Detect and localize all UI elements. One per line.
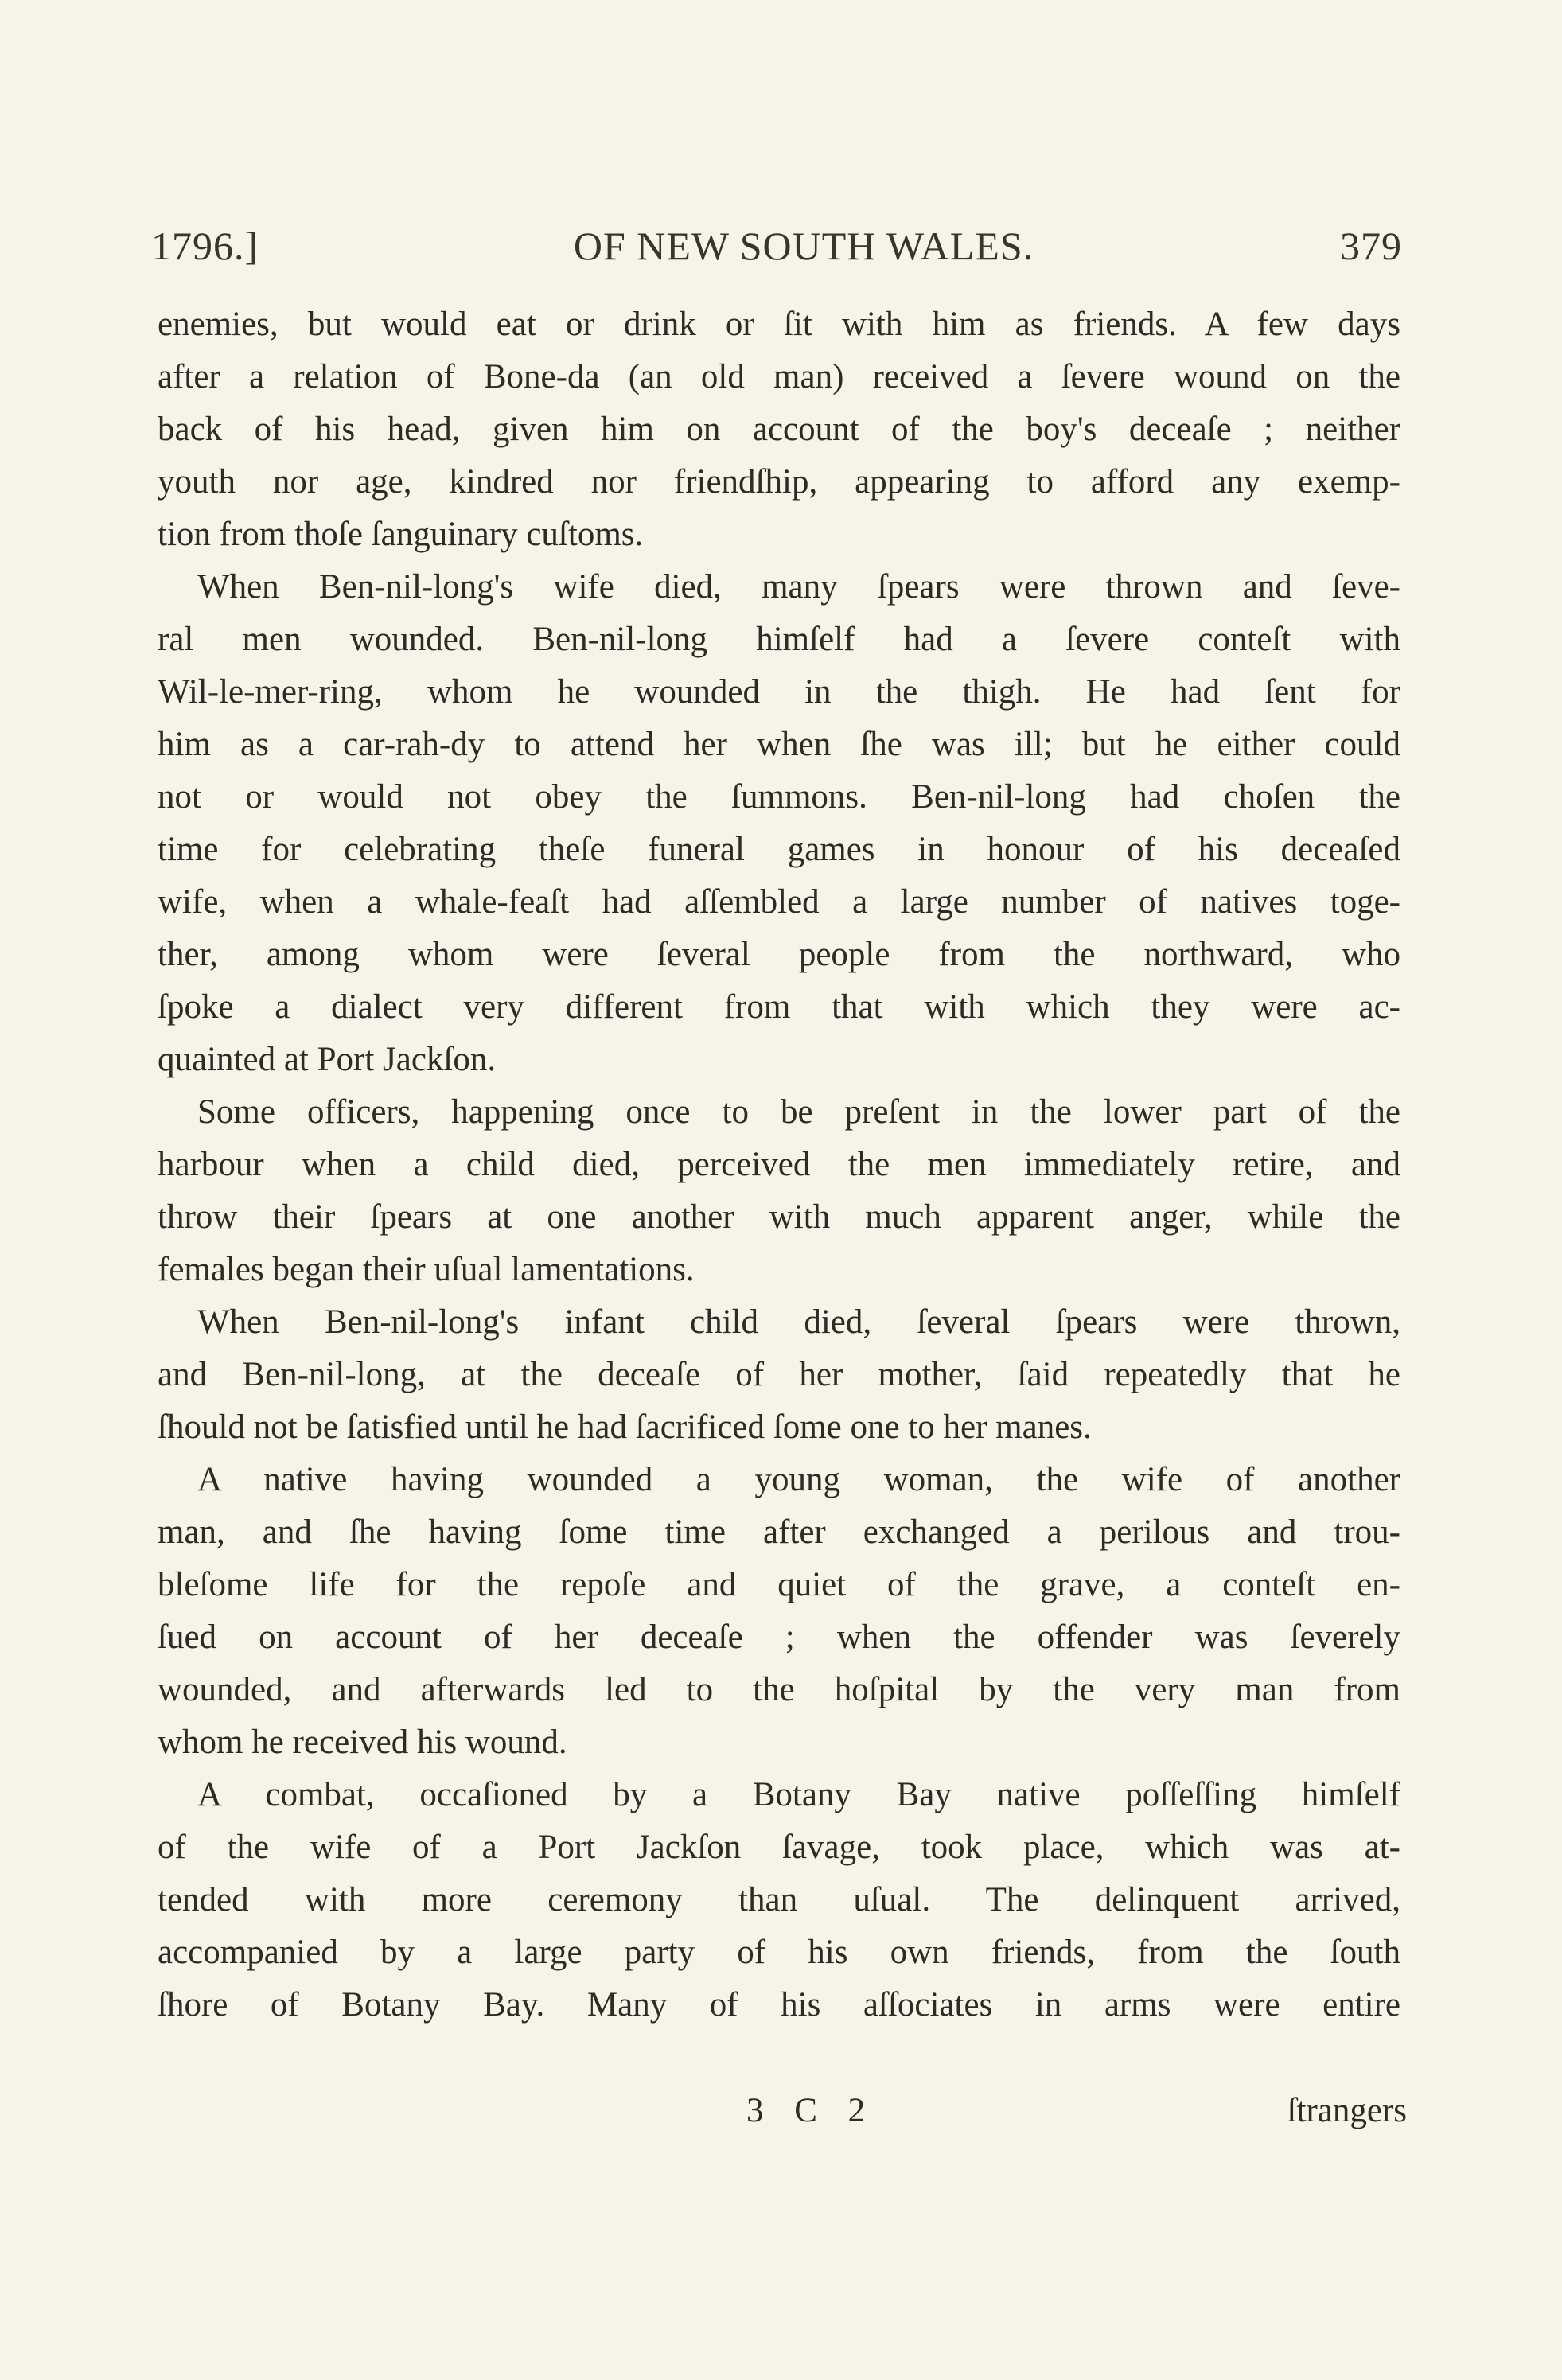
text-line: When Ben-nil-long's infant child died, ſeveral ſpears were thrown, bbox=[197, 1303, 1400, 1341]
text-line: ther, among whom were ſeveral people from the northward, who bbox=[158, 936, 1400, 973]
page-number: 379 bbox=[1340, 224, 1402, 268]
text-line: harbour when a child died, perceived the men immediately retire, and bbox=[158, 1146, 1400, 1183]
text-line: bleſome life for the repoſe and quiet of the grave, a conteſt en- bbox=[158, 1566, 1400, 1603]
catchword: ſtrangers bbox=[1287, 2092, 1407, 2129]
text-line: quainted at Port Jackſon. bbox=[158, 1041, 497, 1078]
body-text bbox=[158, 298, 1400, 2031]
text-line: ral men wounded. Ben-nil-long himſelf had a ſevere conteſt with bbox=[158, 621, 1400, 658]
text-line: accompanied by a large party of his own friends, from the ſouth bbox=[158, 1934, 1400, 1971]
text-line: tion from thoſe ſanguinary cuſtoms. bbox=[158, 516, 644, 553]
text-line: When Ben-nil-long's wife died, many ſpears were thrown and ſeve- bbox=[197, 568, 1400, 606]
text-line: Some officers, happening once to be preſent in the lower part of the bbox=[197, 1093, 1400, 1131]
text-line: after a relation of Bone-da (an old man) received a ſevere wound on the bbox=[158, 358, 1400, 395]
text-line: of the wife of a Port Jackſon ſavage, took place, which was at- bbox=[158, 1829, 1400, 1866]
text-line: A combat, occaſioned by a Botany Bay native poſſeſſing himſelf bbox=[197, 1776, 1400, 1813]
text-line: wounded, and afterwards led to the hoſpital by the very man from bbox=[158, 1671, 1400, 1708]
text-line: A native having wounded a young woman, the wife of another bbox=[197, 1461, 1400, 1498]
text-line: ſpoke a dialect very different from that with which they were ac- bbox=[158, 988, 1400, 1026]
text-line: wife, when a whale-feaſt had aſſembled a large number of natives toge- bbox=[158, 883, 1400, 921]
header-year: 1796.] bbox=[151, 224, 259, 268]
text-line: ſued on account of her deceaſe ; when the offender was ſeverely bbox=[158, 1618, 1400, 1656]
text-line: time for celebrating theſe funeral games in honour of his deceaſed bbox=[158, 831, 1400, 868]
text-line: back of his head, given him on account of the boy's deceaſe ; neither bbox=[158, 411, 1400, 448]
signature-mark: 3 C 2 bbox=[746, 2092, 877, 2129]
text-line: enemies, but would eat or drink or ſit with him as friends. A few days bbox=[158, 306, 1400, 343]
text-line: man, and ſhe having ſome time after exchanged a perilous and trou- bbox=[158, 1513, 1400, 1551]
header-title: OF NEW SOUTH WALES. bbox=[573, 224, 1034, 268]
text-line: females began their uſual lamentations. bbox=[158, 1251, 695, 1288]
page-footer bbox=[158, 2091, 1407, 2147]
text-line: ſhould not be ſatisfied until he had ſacrificed ſome one to her manes. bbox=[158, 1408, 1092, 1446]
text-line: youth nor age, kindred nor friendſhip, appearing to afford any exemp- bbox=[158, 463, 1400, 501]
running-header bbox=[151, 213, 1416, 277]
text-line: Wil-le-mer-ring, whom he wounded in the thigh. He had ſent for bbox=[158, 673, 1400, 711]
text-line: tended with more ceremony than uſual. The delinquent arrived, bbox=[158, 1881, 1400, 1918]
text-line: him as a car-rah-dy to attend her when ſhe was ill; but he either could bbox=[158, 726, 1400, 763]
text-line: ſhore of Botany Bay. Many of his aſſociates in arms were entire bbox=[158, 1986, 1400, 2024]
text-line: and Ben-nil-long, at the deceaſe of her mother, ſaid repeatedly that he bbox=[158, 1356, 1400, 1393]
text-line: throw their ſpears at one another with much apparent anger, while the bbox=[158, 1198, 1400, 1236]
text-line: not or would not obey the ſummons. Ben-nil-long had choſen the bbox=[158, 778, 1400, 816]
text-line: whom he received his wound. bbox=[158, 1724, 567, 1761]
